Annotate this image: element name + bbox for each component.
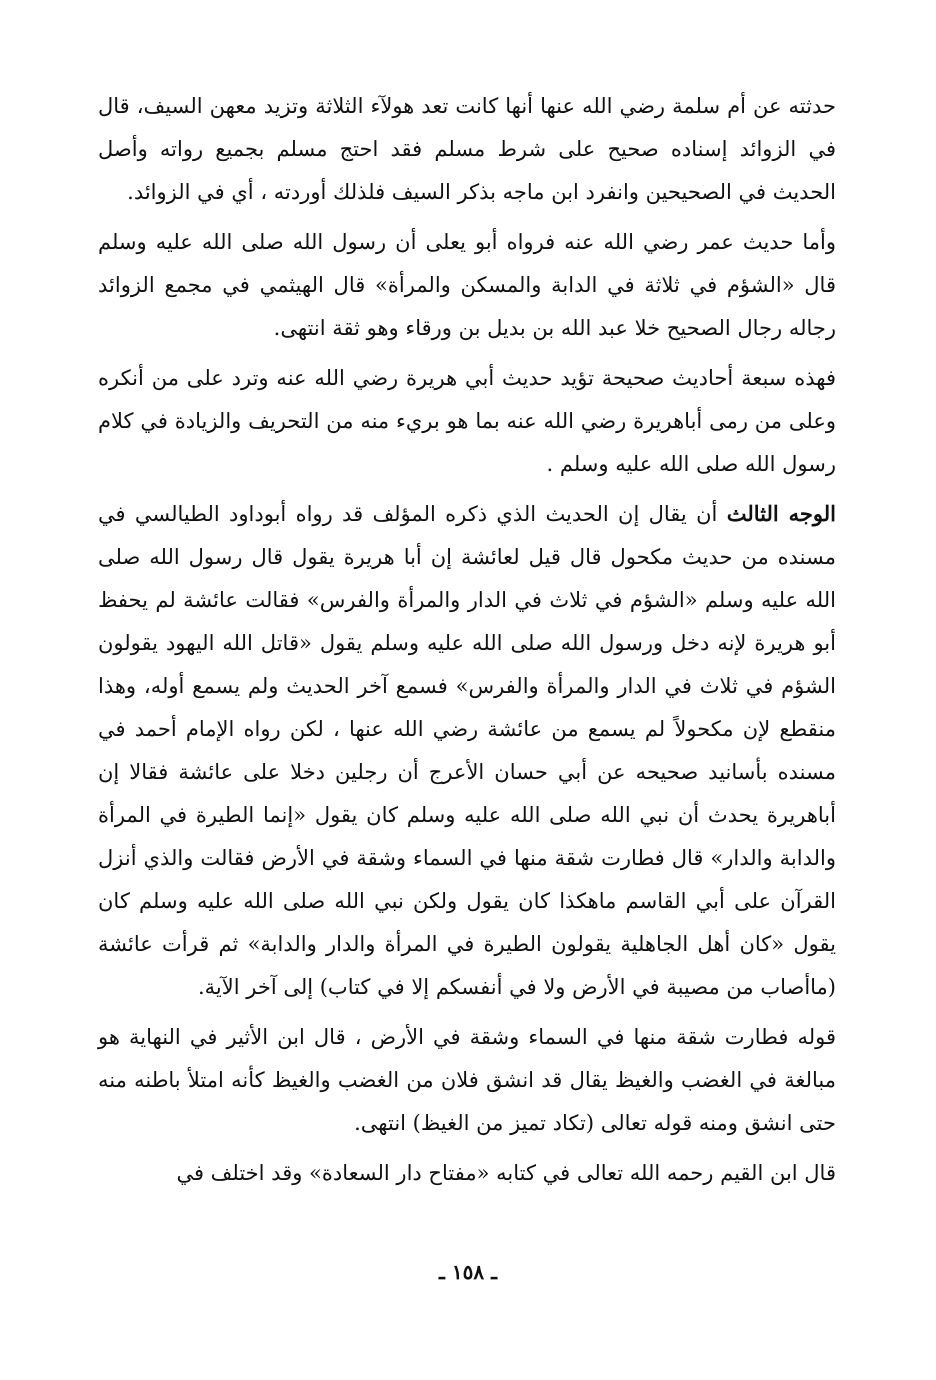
- paragraph: [98, 220, 836, 350]
- paragraph-text: أن يقال إن الحديث الذي ذكره المؤلف قد رواه أبوداود الطيالسي في مسنده من حديث مكحول قال قيل لعائشة إن أبا هريرة يقول قال رسول الله صلى الله عليه وسلم «الشؤم في ثلاث في الدار والمرأة والفرس» فقالت عائشة لم يحفظ أبو هريرة لإنه دخل ورسول الله صلى الله عليه وسلم يقول «قاتل الله اليهود يقولون الشؤم في ثلاث في الدار والمرأة والفرس» فسمع آخر الحديث ولم يسمع أوله، وهذا منقطع لإن مكحولاً لم يسمع من عائشة رضي الله عنها ، لكن رواه الإمام أحمد في مسنده بأسانيد صحيحه عن أبي حسان الأعرج أن رجلين دخلا على عائشة فقالا إن أباهريرة يحدث أن نبي الله صلى الله عليه وسلم كان يقول «إنما الطيرة في المرأة والدابة والدار» قال فطارت شقة منها في السماء وشقة في الأرض فقالت والذي أنزل القرآن على أبي القاسم ماهكذا كان يقول ولكن نبي الله صلى الله عليه وسلم كان يقول «كان أهل الجاهلية يقولون الطيرة في المرأة والدار والدابة» ثم قرأت عائشة (ماأصاب من مصيبة في الأرض ولا في أنفسكم إلا في كتاب) إلى آخر الآية.: [98, 502, 836, 999]
- paragraph-text: قال ابن القيم رحمه الله تعالى في كتابه «مفتاح دار السعادة» وقد اختلف في: [176, 1161, 836, 1185]
- paragraph: [98, 1015, 836, 1145]
- paragraph-text: فهذه سبعة أحاديث صحيحة تؤيد حديث أبي هريرة رضي الله عنه وترد على من أنكره وعلى من رمى أباهريرة رضي الله عنه بما هو بريء منه من التحريف والزيادة في كلام رسول الله صلى الله عليه وسلم .: [98, 366, 836, 476]
- paragraph-text: حدثته عن أم سلمة رضي الله عنها أنها كانت تعد هولآء الثلاثة وتزيد معهن السيف، قال في الزوائد إسناده صحيح على شرط مسلم فقد احتج مسلم بجميع رواته وأصل الحديث في الصحيحين وانفرد ابن ماجه بذكر السيف فلذلك أوردته ، أي في الزوائد.: [98, 94, 836, 204]
- paragraph-text: وأما حديث عمر رضي الله عنه فرواه أبو يعلى أن رسول الله صلى الله عليه وسلم قال «الشؤم في ثلاثة في الدابة والمسكن والمرأة» قال الهيثمي في مجمع الزوائد رجاله رجال الصحيح خلا عبد الله بن بديل بن ورقاء وهو ثقة انتهى.: [98, 230, 836, 340]
- paragraph: [98, 356, 836, 486]
- paragraph: [98, 84, 836, 214]
- page-body: [98, 84, 836, 1201]
- paragraph-text: قوله فطارت شقة منها في السماء وشقة في الأرض ، قال ابن الأثير في النهاية هو مبالغة في الغضب والغيظ يقال قد انشق فلان من الغضب والغيظ كأنه امتلأ باطنه منه حتى انشق ومنه قوله تعالى (تكاد تميز من الغيظ) انتهى.: [98, 1025, 836, 1135]
- page-number: ـ ١٥٨ ـ: [439, 1260, 497, 1284]
- section-heading: الوجه الثالث: [726, 501, 836, 526]
- paragraph: [98, 1151, 836, 1195]
- paragraph: [98, 492, 836, 1009]
